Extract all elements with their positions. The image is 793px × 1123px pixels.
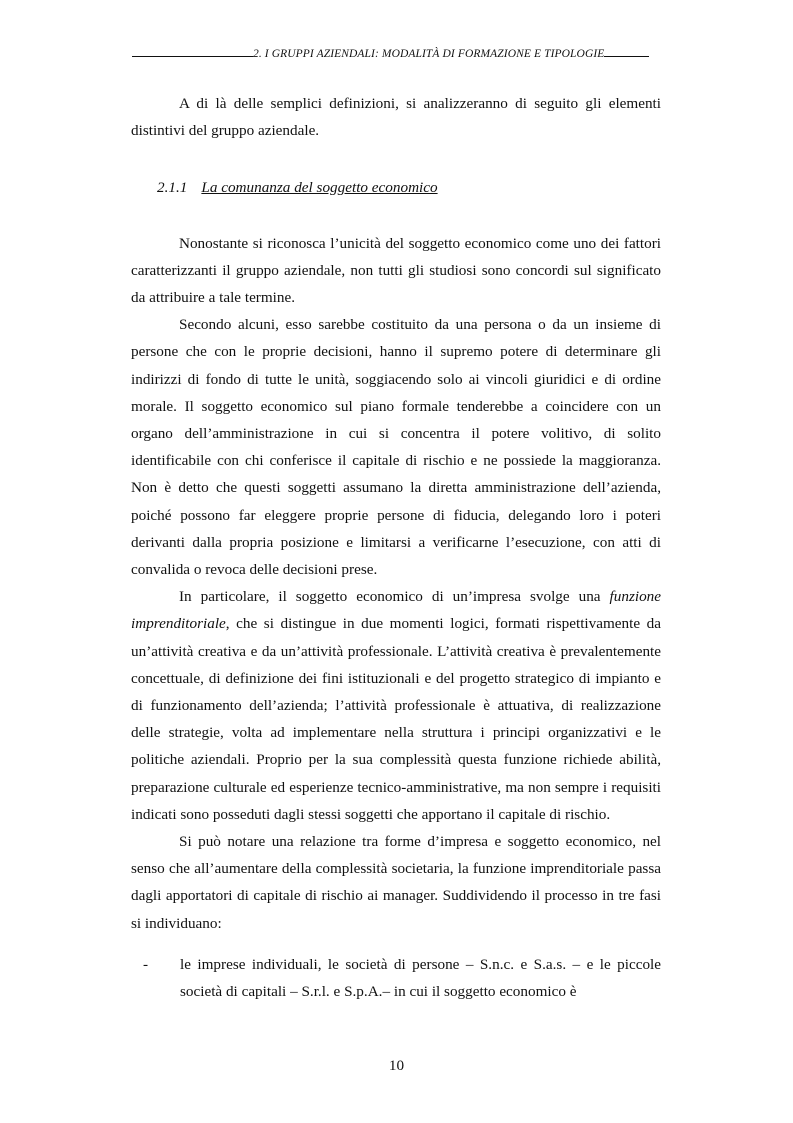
paragraph-1: Nonostante si riconosca l’unicità del soggetto economico come uno dei fattori caratterizzanti il gruppo aziendale, non tutti gli studiosi sono concordi sul significato da attribuire a tale termine. (131, 234, 661, 307)
running-header (132, 48, 661, 60)
section-title: La comunanza del soggetto economico (201, 179, 438, 197)
paragraph-3-start: In particolare, il soggetto economico di un’impresa svolge una (179, 588, 610, 606)
page-body (131, 90, 661, 1005)
section-heading (131, 174, 661, 201)
header-title: 2. I GRUPPI AZIENDALI: MODALITÀ DI FORMAZIONE E TIPOLOGIE (253, 48, 605, 60)
paragraph-3-emphasis: funzione imprenditoriale (131, 588, 661, 633)
paragraph-3-end: , che si distingue in due momenti logici, formati rispettivamente da un’attività creativa e da un’attività professionale. L’attività creativa è prevalentemente concettuale, di definizione dei fini istituzionali e del progetto strategico di impianto e di funzionamento dell’azienda; l’attività professionale è attuativa, di realizzazione delle strategie, volta ad implementare nella struttura i principi organizzativi e le politiche aziendali. Proprio per la sua complessità questa funzione richiede abilità, preparazione culturale ed esperienze tecnico-amministrative, ma non sempre i requisiti indicati sono posseduti dagli stessi soggetti che apportano il capitale di rischio. (131, 615, 661, 823)
list-item-text: le imprese individuali, le società di persone – S.n.c. e S.a.s. – e le piccole società di capitali – S.r.l. e S.p.A.– in cui il soggetto economico è (180, 955, 661, 1001)
intro-paragraph: A di là delle semplici definizioni, si analizzeranno di seguito gli elementi distintivi del gruppo aziendale. (131, 95, 661, 140)
header-rule-right (604, 55, 649, 57)
header-rule-left (132, 55, 253, 57)
list-marker: - (143, 955, 149, 973)
paragraph-2: Secondo alcuni, esso sarebbe costituito da una persona o da un insieme di persone che con le proprie decisioni, hanno il supremo potere di determinare gli indirizzi di fondo di tutte le unità, soggiacendo solo ai vincoli giuridici e di ordine morale. Il soggetto economico sul piano formale tenderebbe a coincidere con un organo dell’amministrazione in cui si concentra il potere volitivo, di solito identificabile con chi conferisce il capitale di rischio e ne possiede la maggioranza. Non è detto che questi soggetti assumano la diretta amministrazione dell’azienda, poiché possono far eleggere proprie persone di fiducia, delegando loro i poteri derivanti dalla propria posizione e limitarsi a verificarne l’esecuzione, con atti di convalida o revoca delle decisioni prese. (131, 316, 661, 579)
page-number: 10 (388, 1057, 405, 1074)
paragraph-3 (131, 583, 661, 828)
list-item (131, 951, 661, 1005)
paragraph-4: Si può notare una relazione tra forme d’impresa e soggetto economico, nel senso che all’aumentare della complessità societaria, la funzione imprenditoriale passa dagli apportatori di capitale di rischio ai manager. Suddividendo il processo in tre fasi si individuano: (131, 833, 661, 932)
section-number: 2.1.1 (157, 179, 188, 197)
